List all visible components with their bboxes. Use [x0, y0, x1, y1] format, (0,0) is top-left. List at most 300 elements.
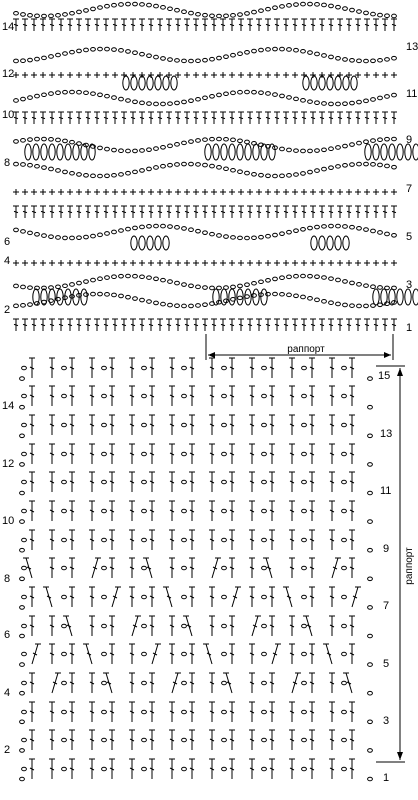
chain-stitch-symbol: [91, 7, 96, 11]
chain-stitch-symbol: [105, 147, 110, 151]
stitch-slash: [221, 211, 225, 212]
chain-stitch-symbol: [102, 595, 107, 599]
chain-stitch-symbol: [62, 452, 67, 456]
chain-stitch-symbol: [203, 96, 208, 100]
row-number-right: 1: [406, 322, 413, 334]
stitch-slash: [194, 24, 198, 25]
stitch-slash: [50, 24, 54, 25]
stitch-slash: [50, 117, 54, 118]
chain-stitch-symbol: [154, 224, 159, 228]
chain-stitch-symbol: [182, 738, 187, 742]
stitch-slash: [95, 324, 99, 325]
chain-stitch-symbol: [222, 452, 227, 456]
chain-stitch-symbol: [182, 394, 187, 398]
chain-stitch-symbol: [371, 98, 376, 102]
chain-stitch-symbol: [168, 225, 173, 229]
chain-stitch-symbol: [14, 59, 19, 63]
chain-stitch-symbol: [302, 738, 307, 742]
chain-stitch-symbol: [210, 137, 215, 141]
chain-stitch-symbol: [91, 92, 96, 96]
chain-stitch-symbol: [302, 480, 307, 484]
chain-stitch-symbol: [217, 137, 222, 141]
chain-stitch-symbol: [364, 162, 369, 166]
chain-stitch-symbol: [322, 276, 327, 280]
chain-stitch-symbol: [262, 452, 267, 456]
chain-stitch-symbol: [189, 304, 194, 308]
chain-stitch-symbol: [368, 634, 373, 638]
chain-stitch-symbol: [154, 55, 159, 59]
chain-stitch-symbol: [22, 652, 27, 656]
chain-stitch-symbol: [84, 173, 89, 177]
chain-stitch-symbol: [70, 90, 75, 94]
stitch-slash: [194, 117, 198, 118]
chain-stitch-symbol: [343, 102, 348, 106]
chain-stitch-symbol: [196, 229, 201, 233]
chain-stitch-symbol: [126, 2, 131, 6]
chain-stitch-symbol: [342, 652, 347, 656]
chain-stitch-symbol: [28, 96, 33, 100]
chain-stitch-symbol: [217, 56, 222, 60]
chain-stitch-symbol: [168, 144, 173, 148]
chain-stitch-symbol: [302, 767, 307, 771]
chain-stitch-symbol: [368, 720, 373, 724]
chain-stitch-symbol: [56, 91, 61, 95]
chain-stitch-symbol: [168, 7, 173, 11]
stitch-slash: [230, 24, 234, 25]
cluster-symbol: [163, 236, 169, 250]
chain-stitch-symbol: [210, 94, 215, 98]
chain-stitch-symbol: [222, 538, 227, 542]
chain-stitch-symbol: [368, 405, 373, 409]
chain-stitch-symbol: [371, 163, 376, 167]
chain-stitch-symbol: [189, 284, 194, 288]
chain-stitch-symbol: [182, 366, 187, 370]
chain-stitch-symbol: [308, 226, 313, 230]
stitch-slash: [203, 117, 207, 118]
chain-stitch-symbol: [364, 140, 369, 144]
stitch-slash: [14, 24, 18, 25]
chain-stitch-symbol: [217, 234, 222, 238]
chain-stitch-symbol: [259, 9, 264, 13]
chain-stitch-symbol: [161, 6, 166, 10]
chain-stitch-symbol: [42, 137, 47, 141]
chain-stitch-symbol: [154, 277, 159, 281]
chain-stitch-symbol: [98, 174, 103, 178]
chain-stitch-symbol: [147, 3, 152, 7]
chain-stitch-symbol: [280, 276, 285, 280]
chain-stitch-symbol: [175, 59, 180, 63]
chain-stitch-symbol: [22, 767, 27, 771]
chain-stitch-symbol: [161, 164, 166, 168]
chain-stitch-symbol: [20, 777, 25, 781]
stitch-slash: [50, 324, 54, 325]
stitch-slash: [59, 117, 63, 118]
chain-stitch-symbol: [280, 94, 285, 98]
stitch-slash: [266, 211, 270, 212]
chain-stitch-symbol: [112, 230, 117, 234]
chain-stitch-symbol: [262, 738, 267, 742]
chain-stitch-symbol: [342, 538, 347, 542]
chain-stitch-symbol: [182, 566, 187, 570]
chain-stitch-symbol: [357, 59, 362, 63]
stitch-slash: [50, 211, 54, 212]
chain-stitch-symbol: [175, 163, 180, 167]
chain-stitch-symbol: [350, 304, 355, 308]
chain-stitch-symbol: [142, 566, 147, 570]
stitch-slash: [374, 211, 378, 212]
chain-stitch-symbol: [301, 49, 306, 53]
chain-stitch-symbol: [161, 224, 166, 228]
chain-stitch-symbol: [182, 681, 187, 685]
stitch-slash: [338, 117, 342, 118]
chain-stitch-symbol: [203, 231, 208, 235]
chain-stitch-symbol: [62, 366, 67, 370]
chain-stitch-symbol: [175, 8, 180, 12]
chain-stitch-symbol: [35, 137, 40, 141]
chain-stitch-symbol: [222, 652, 227, 656]
cluster-symbol: [405, 289, 411, 305]
chain-stitch-symbol: [224, 137, 229, 141]
row-number-right: 7: [383, 600, 390, 612]
chain-stitch-symbol: [62, 652, 67, 656]
chain-stitch-symbol: [126, 171, 131, 175]
cluster-symbol: [163, 76, 169, 90]
chain-stitch-symbol: [102, 738, 107, 742]
chain-stitch-symbol: [308, 2, 313, 6]
chain-stitch-symbol: [189, 99, 194, 103]
stitch-slash: [95, 24, 99, 25]
chain-stitch-symbol: [49, 235, 54, 239]
chain-stitch-symbol: [102, 624, 107, 628]
chain-stitch-symbol: [102, 394, 107, 398]
chain-stitch-symbol: [133, 170, 138, 174]
chain-stitch-symbol: [308, 51, 313, 55]
chain-stitch-symbol: [371, 12, 376, 16]
chain-stitch-symbol: [102, 566, 107, 570]
stitch-slash: [185, 324, 189, 325]
row-number-right: 9: [406, 134, 413, 146]
chain-stitch-symbol: [20, 606, 25, 610]
chain-stitch-symbol: [147, 300, 152, 304]
chain-stitch-symbol: [20, 520, 25, 524]
chain-stitch-symbol: [231, 14, 236, 18]
chain-stitch-symbol: [22, 595, 27, 599]
stitch-slash: [23, 117, 27, 118]
stitch-slash: [167, 24, 171, 25]
stitch-slash: [329, 324, 333, 325]
chain-stitch-symbol: [342, 452, 347, 456]
chain-stitch-symbol: [301, 149, 306, 153]
chain-stitch-symbol: [301, 172, 306, 176]
chain-stitch-symbol: [70, 50, 75, 54]
chain-stitch-symbol: [142, 738, 147, 742]
chain-stitch-symbol: [273, 292, 278, 296]
stitch-slash: [77, 211, 81, 212]
stitch-slash: [302, 117, 306, 118]
chain-stitch-symbol: [126, 227, 131, 231]
chain-stitch-symbol: [20, 434, 25, 438]
chain-stitch-symbol: [245, 50, 250, 54]
chain-stitch-symbol: [336, 165, 341, 169]
chain-stitch-symbol: [62, 681, 67, 685]
chain-stitch-symbol: [238, 90, 243, 94]
cluster-symbol: [351, 76, 357, 90]
chain-stitch-symbol: [140, 101, 145, 105]
chain-stitch-symbol: [280, 174, 285, 178]
chain-stitch-symbol: [182, 624, 187, 628]
chain-stitch-symbol: [222, 566, 227, 570]
chain-stitch-symbol: [20, 691, 25, 695]
stitch-slash: [257, 324, 261, 325]
chain-stitch-symbol: [14, 304, 19, 308]
chain-stitch-symbol: [21, 59, 26, 63]
stitch-slash: [131, 117, 135, 118]
stitch-slash: [14, 211, 18, 212]
chain-stitch-symbol: [126, 149, 131, 153]
chain-stitch-symbol: [392, 93, 397, 97]
chain-stitch-symbol: [315, 169, 320, 173]
cluster-symbol: [335, 236, 341, 250]
chain-stitch-symbol: [102, 509, 107, 513]
chain-stitch-symbol: [222, 624, 227, 628]
chain-stitch-symbol: [98, 6, 103, 10]
chain-stitch-symbol: [252, 172, 257, 176]
chain-stitch-symbol: [368, 606, 373, 610]
chain-stitch-symbol: [91, 234, 96, 238]
cluster-symbol: [65, 144, 71, 160]
chain-stitch-symbol: [217, 166, 222, 170]
stitch-slash: [23, 24, 27, 25]
chain-stitch-symbol: [142, 710, 147, 714]
chain-stitch-symbol: [133, 226, 138, 230]
chain-stitch-symbol: [302, 394, 307, 398]
row-number-left: 6: [4, 629, 11, 641]
row-number-left: 4: [4, 687, 11, 699]
chain-stitch-symbol: [203, 138, 208, 142]
chain-stitch-symbol: [302, 681, 307, 685]
chain-stitch-symbol: [336, 224, 341, 228]
stitch-slash: [41, 324, 45, 325]
chain-stitch-symbol: [62, 624, 67, 628]
stitch-slash: [41, 24, 45, 25]
chain-stitch-symbol: [371, 285, 376, 289]
chain-stitch-symbol: [222, 480, 227, 484]
chain-stitch-symbol: [308, 274, 313, 278]
chain-stitch-symbol: [315, 52, 320, 56]
chain-stitch-symbol: [140, 298, 145, 302]
chain-stitch-symbol: [84, 9, 89, 13]
stitch-slash: [113, 324, 117, 325]
chain-stitch-symbol: [62, 480, 67, 484]
chain-stitch-symbol: [63, 52, 68, 56]
chain-stitch-symbol: [22, 480, 27, 484]
chain-stitch-symbol: [368, 663, 373, 667]
chain-stitch-symbol: [231, 168, 236, 172]
stitch-slash: [293, 117, 297, 118]
chain-stitch-symbol: [140, 3, 145, 7]
stitch-slash: [320, 117, 324, 118]
chain-stitch-symbol: [182, 100, 187, 104]
stitch-slash: [176, 324, 180, 325]
stitch-slash: [32, 24, 36, 25]
stitch-slash: [284, 117, 288, 118]
row-number-right: 7: [406, 183, 413, 195]
stitch-slash: [311, 117, 315, 118]
chain-stitch-symbol: [385, 137, 390, 141]
chain-stitch-symbol: [342, 509, 347, 513]
chain-stitch-symbol: [273, 277, 278, 281]
chain-stitch-symbol: [329, 277, 334, 281]
chain-stitch-symbol: [22, 681, 27, 685]
stitch-slash: [203, 211, 207, 212]
chain-stitch-symbol: [222, 423, 227, 427]
chain-stitch-symbol: [368, 520, 373, 524]
chain-stitch-symbol: [342, 423, 347, 427]
chain-stitch-symbol: [287, 148, 292, 152]
chain-stitch-symbol: [105, 232, 110, 236]
stitch-slash: [113, 211, 117, 212]
chain-stitch-symbol: [14, 228, 19, 232]
stitch-slash: [284, 211, 288, 212]
chain-stitch-symbol: [238, 170, 243, 174]
chain-stitch-symbol: [119, 149, 124, 153]
chain-stitch-symbol: [385, 164, 390, 168]
chain-stitch-symbol: [196, 97, 201, 101]
row-number-right: 1: [383, 772, 390, 784]
chain-stitch-symbol: [231, 285, 236, 289]
chain-stitch-symbol: [147, 54, 152, 58]
chain-stitch-symbol: [287, 174, 292, 178]
chain-stitch-symbol: [203, 163, 208, 167]
chain-stitch-symbol: [342, 710, 347, 714]
stitch-slash: [230, 324, 234, 325]
chain-stitch-symbol: [222, 681, 227, 685]
stitch-slash: [158, 24, 162, 25]
row-number-right: 13: [380, 428, 393, 440]
chain-stitch-symbol: [322, 300, 327, 304]
chain-stitch-symbol: [70, 11, 75, 15]
row-number-right: 11: [380, 485, 392, 497]
stitch-slash: [266, 117, 270, 118]
cluster-symbol: [25, 144, 31, 160]
chain-stitch-symbol: [378, 96, 383, 100]
chain-stitch-symbol: [84, 48, 89, 52]
chain-stitch-symbol: [196, 139, 201, 143]
chain-stitch-symbol: [35, 164, 40, 168]
chain-stitch-symbol: [315, 3, 320, 7]
stitch-slash: [329, 211, 333, 212]
chain-stitch-symbol: [56, 53, 61, 57]
stitch-slash: [365, 324, 369, 325]
chain-stitch-symbol: [62, 767, 67, 771]
chain-stitch-symbol: [140, 169, 145, 173]
chain-stitch-symbol: [262, 566, 267, 570]
chain-stitch-symbol: [102, 366, 107, 370]
chain-stitch-symbol: [385, 14, 390, 18]
chain-stitch-symbol: [126, 295, 131, 299]
stitch-slash: [167, 211, 171, 212]
chain-stitch-symbol: [210, 286, 215, 290]
chain-stitch-symbol: [105, 94, 110, 98]
lace-chart-bottom: [2, 358, 415, 784]
chain-stitch-symbol: [287, 48, 292, 52]
cluster-symbol: [327, 236, 333, 250]
chain-stitch-symbol: [98, 292, 103, 296]
stitch-slash: [68, 24, 72, 25]
chain-stitch-symbol: [294, 48, 299, 52]
cluster-symbol: [381, 144, 387, 160]
chain-stitch-symbol: [224, 235, 229, 239]
stitch-slash: [221, 117, 225, 118]
stitch-slash: [239, 211, 243, 212]
chain-stitch-symbol: [262, 394, 267, 398]
chain-stitch-symbol: [112, 3, 117, 7]
stitch-slash: [365, 24, 369, 25]
chain-stitch-symbol: [102, 710, 107, 714]
chain-stitch-symbol: [168, 58, 173, 62]
chain-stitch-symbol: [119, 49, 124, 53]
chain-stitch-symbol: [357, 226, 362, 230]
stitch-slash: [329, 117, 333, 118]
chain-stitch-symbol: [266, 7, 271, 11]
cluster-symbol: [269, 144, 275, 160]
chart-bottom-stitch-symbols: [20, 358, 373, 781]
stitch-slash: [383, 24, 387, 25]
chain-stitch-symbol: [294, 294, 299, 298]
chain-stitch-symbol: [287, 293, 292, 297]
chain-stitch-symbol: [343, 225, 348, 229]
chain-stitch-symbol: [357, 283, 362, 287]
stitch-slash: [266, 24, 270, 25]
stitch-slash: [392, 324, 396, 325]
chain-stitch-symbol: [28, 163, 33, 167]
stitch-slash: [374, 324, 378, 325]
chain-stitch-symbol: [70, 140, 75, 144]
chain-stitch-symbol: [182, 509, 187, 513]
cluster-symbol: [261, 289, 267, 305]
chain-stitch-symbol: [224, 55, 229, 59]
chain-stitch-symbol: [182, 767, 187, 771]
cluster-symbol: [131, 236, 137, 250]
chain-stitch-symbol: [231, 53, 236, 57]
chain-stitch-symbol: [392, 137, 397, 141]
chain-stitch-symbol: [142, 538, 147, 542]
chain-stitch-symbol: [22, 538, 27, 542]
cluster-symbol: [311, 76, 317, 90]
chain-stitch-symbol: [175, 304, 180, 308]
chain-stitch-symbol: [20, 749, 25, 753]
chain-stitch-symbol: [70, 236, 75, 240]
chain-stitch-symbol: [161, 278, 166, 282]
stitch-slash: [104, 117, 108, 118]
chain-stitch-symbol: [182, 141, 187, 145]
chain-stitch-symbol: [378, 286, 383, 290]
chain-stitch-symbol: [224, 167, 229, 171]
stitch-slash: [230, 117, 234, 118]
chain-stitch-symbol: [350, 58, 355, 62]
cluster-symbol: [213, 144, 219, 160]
chain-stitch-symbol: [142, 595, 147, 599]
chain-stitch-symbol: [231, 91, 236, 95]
chain-stitch-symbol: [112, 96, 117, 100]
stitch-slash: [95, 117, 99, 118]
stitch-slash: [311, 211, 315, 212]
chain-stitch-symbol: [252, 142, 257, 146]
chain-stitch-symbol: [182, 452, 187, 456]
chain-stitch-symbol: [329, 224, 334, 228]
chain-stitch-symbol: [266, 48, 271, 52]
chain-stitch-symbol: [168, 163, 173, 167]
